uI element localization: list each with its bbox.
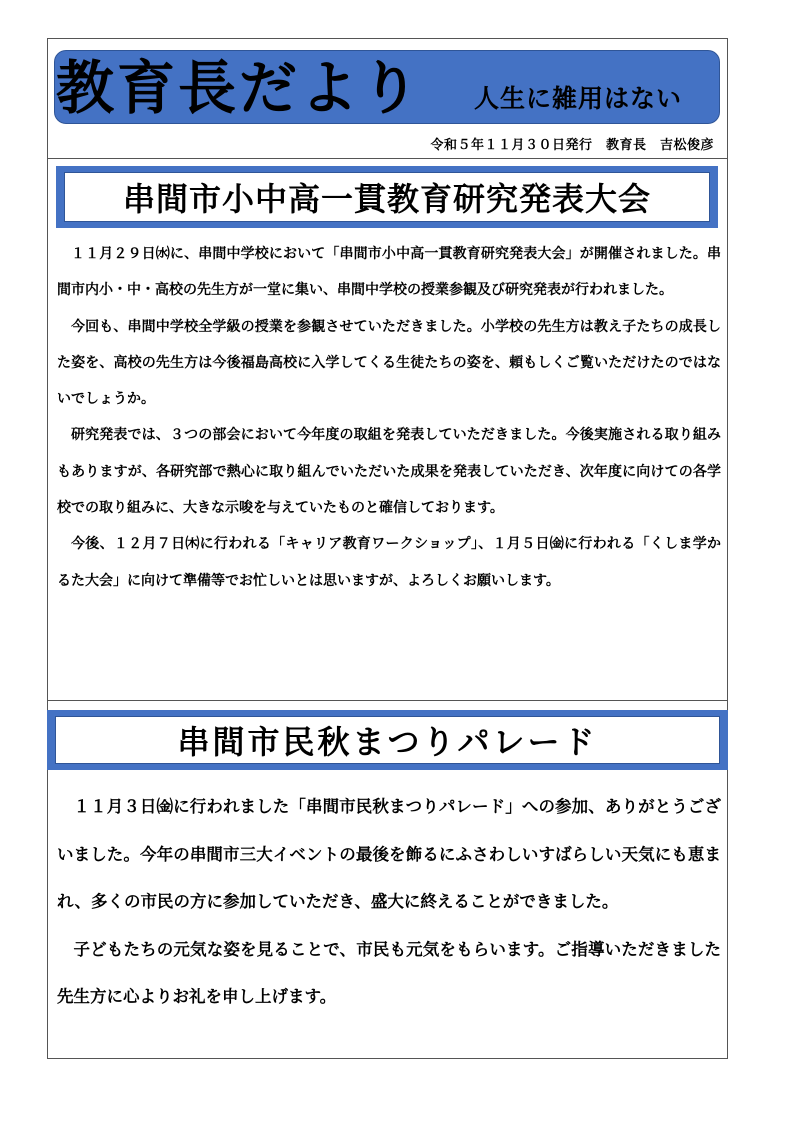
section2-body (57, 783, 721, 1021)
section1-body (57, 236, 721, 599)
section1-paragraph: 今回も、串間中学校全学級の授業を参観させていただきました。小学校の先生方は教え子たちの成長した姿を、高校の先生方は今後福島高校に入学してくる生徒たちの姿を、頼もしくご覧いただけたのではないでしょうか。 (57, 318, 721, 408)
section2-heading-box (47, 710, 728, 770)
section1-paragraph: １１月２９日㈬に、串間中学校において「串間市小中高一貫教育研究発表大会」が開催されました。串間市内小・中・高校の先生方が一堂に集い、串間中学校の授業参観及び研究発表が行われました。 (57, 246, 721, 299)
section1-paragraph: 研究発表では、３つの部会において今年度の取組を発表していただきました。今後実施される取り組みもありますが、各研究部で熱心に取り組んでいただいた成果を発表していただき、次年度に向けての各学校での取り組みに、大きな示唆を与えていたものと確信しております。 (57, 427, 721, 517)
issue-line: 令和５年１１月３０日発行 教育長 吉松俊彦 (430, 138, 714, 153)
section2-title: 串間市民秋まつりパレード (177, 723, 598, 761)
newsletter-title: 教育長だより (56, 54, 423, 122)
section2-paragraph: 子どもたちの元気な姿を見ることで、市民も元気をもらいます。ご指導いただきました先生方に心よりお礼を申し上げます。 (57, 939, 721, 1007)
section1-title: 串間市小中高一貫教育研究発表大会 (122, 180, 651, 218)
section1-paragraph: 今後、１２月７日㈭に行われる「キャリア教育ワークショップ」、１月５日㈮に行われる「くしま学かるた大会」に向けて準備等でお忙しいとは思いますが、よろしくお願いします。 (57, 536, 721, 589)
header-divider (47, 158, 728, 159)
newsletter-subtitle: 人生に雑用はない (474, 84, 683, 113)
section-divider (47, 700, 728, 701)
section1-heading-box (56, 166, 718, 228)
section2-paragraph: １１月３日㈮に行われました「串間市民秋まつりパレード」への参加、ありがとうございました。今年の串間市三大イベントの最後を飾るにふさわしいすばらしい天気にも恵まれ、多くの市民の方に参加していただき、盛大に終えることができました。 (57, 797, 721, 912)
